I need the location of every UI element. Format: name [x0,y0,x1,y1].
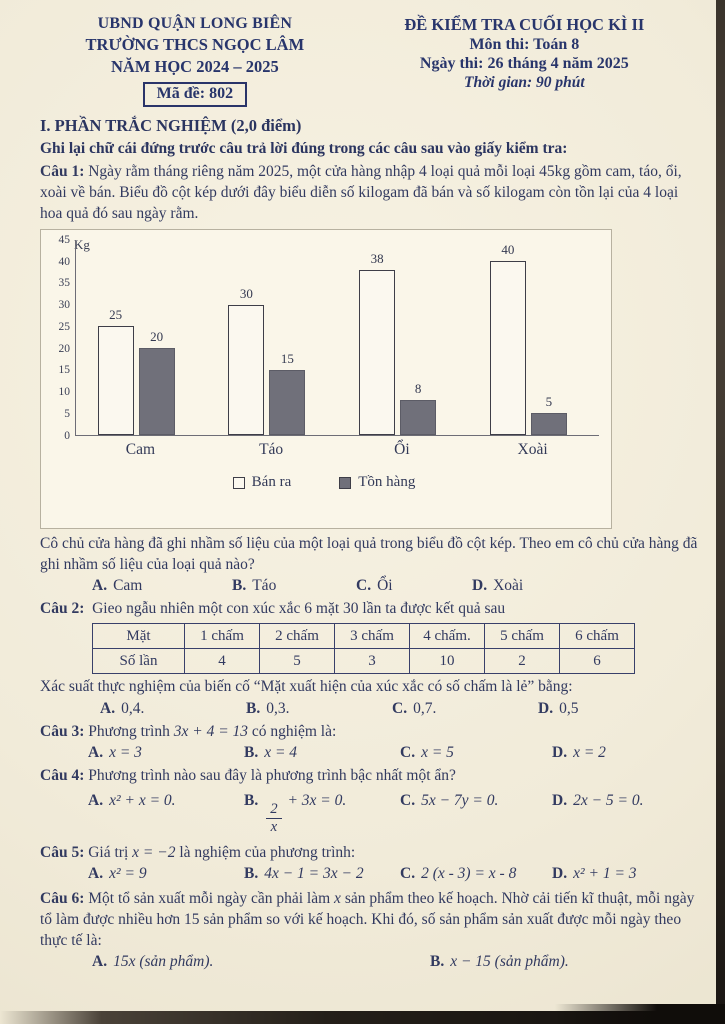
scan-edge-corner [555,1004,725,1024]
q1-option-c [356,577,472,595]
scan-edge-right [716,0,725,1024]
option-text: Ổi [377,577,393,595]
option-text: Xoài [493,577,524,595]
option-text: x² = 9 [109,864,147,882]
fraction [266,802,281,836]
option-text: Táo [252,577,277,595]
question-1-after-chart: Cô chủ cửa hàng đã ghi nhầm số liệu của một loại quả trong biểu đồ cột kép. Theo em cô chủ cửa hàng đã ghi nhầm số liệu của loại quả nào? [40,535,698,574]
x-category-label: Táo [259,441,284,459]
option-letter: B. [244,743,259,761]
q5-option-c [400,865,552,883]
q1-option-a [92,577,232,595]
question-6-pre: Một tổ sản xuất mỗi ngày cần phải làm [88,889,335,907]
q6-option-a [92,953,430,971]
q4-option-a [88,792,244,836]
table-cell: 2 [485,649,560,674]
legend-swatch [233,477,245,489]
question-3-options [40,744,699,762]
bar-value-label: 15 [280,350,294,366]
question-2-label: Câu 2: [40,600,85,618]
exam-subject: Môn thi: Toán 8 [469,36,580,53]
table-cell: 4 chấm. [410,624,485,649]
y-tick-label: 10 [58,385,70,398]
question-5-post: là nghiệm của phương trình: [175,843,356,861]
option-letter: D. [552,743,568,761]
y-tick-label: 0 [64,429,70,442]
fraction-numerator: 2 [266,802,281,819]
option-letter: C. [400,791,416,809]
question-5-options [40,865,699,883]
option-letter: B. [232,577,247,595]
table-cell: 4 [185,649,260,674]
y-tick-label: 40 [58,255,70,268]
fraction-denominator: x [270,819,278,836]
school-year: NĂM HỌC 2024 – 2025 [110,57,279,76]
exam-date: Ngày thi: 26 tháng 4 năm 2025 [419,55,629,72]
option-text: 5x − 7y = 0. [421,791,499,809]
q2-option-d [538,700,699,718]
bar-value-label: 38 [370,250,384,266]
question-5-pre: Giá trị [88,843,133,861]
exam-header [40,15,699,107]
question-2-after-table: Xác suất thực nghiệm của biến cố “Mặt xuất hiện của xúc xắc có số chấm là lẻ” bằng: [40,678,573,696]
option-letter: A. [88,864,104,882]
chart-plot-area [75,240,599,436]
question-4-text [40,765,699,786]
option-letter: C. [356,577,372,595]
q1-option-d [472,577,699,595]
row-header-cell: Số lần [93,649,185,674]
option-letter: D. [472,577,488,595]
option-letter: A. [88,743,104,761]
bar-value-label: 30 [239,285,253,301]
q2-option-a [100,700,246,718]
question-6-math: x [334,889,341,907]
bar-sold [490,261,526,435]
option-text: 15x (sản phẩm). [113,953,214,971]
option-text: Cam [113,577,143,595]
table-row [93,624,635,649]
section-title: I. PHẦN TRẮC NGHIỆM (2,0 điểm) [40,116,302,135]
y-tick-label: 15 [58,364,70,377]
option-letter: C. [392,699,408,717]
question-5-math: x = −2 [132,843,176,861]
option-letter: D. [552,864,568,882]
table-cell: 3 chấm [335,624,410,649]
bar-value-label: 25 [109,307,123,323]
school-name: TRƯỜNG THCS NGỌC LÂM [85,35,305,54]
bar-stock [139,348,175,435]
option-letter: A. [92,577,108,595]
legend-swatch [339,477,351,489]
question-5-label: Câu 5: [40,843,85,861]
q5-option-a [88,865,244,883]
bar-value-label: 20 [150,329,164,345]
row-header-cell: Mặt [93,624,185,649]
option-text: 4x − 1 = 3x − 2 [264,864,364,882]
option-text: x − 15 (sản phẩm). [450,953,569,971]
question-1-text [40,161,699,224]
exam-code-box: Mã đề: 802 [143,82,247,107]
question-4-label: Câu 4: [40,766,85,784]
table-cell: 6 [560,649,635,674]
option-text: 0,3. [266,699,290,717]
bar-stock [269,370,305,435]
q2-option-c [392,700,538,718]
section-instruction: Ghi lại chữ cái đứng trước câu trả lời đúng trong các câu sau vào giấy kiểm tra: [40,140,568,157]
option-text: 0,5 [559,699,579,717]
exam-duration: Thời gian: 90 phút [463,74,585,91]
question-1-label: Câu 1: [40,163,85,180]
option-letter: B. [244,864,259,882]
district-name: UBND QUẬN LONG BIÊN [97,15,293,32]
bar-value-label: 5 [545,394,553,410]
q5-option-d [552,865,699,883]
option-letter: B. [246,699,261,717]
question-5-text [40,842,699,863]
question-6-text [40,888,699,951]
question-6-post: sản phẩm theo kế hoạch. Nhờ cải tiến kĩ thuật, mỗi ngày tổ làm được nhiều hơn 15 sản phẩm so với kế hoạch. Khi đó, số sản phẩm sản xuất được mỗi ngày theo thực tế là: [40,889,695,949]
q6-option-b [430,953,699,971]
question-2-text [40,598,699,619]
option-text: x = 2 [573,743,606,761]
y-tick-label: 20 [58,342,70,355]
chart-unit-label: Kg [74,237,90,253]
table-cell: 5 [260,649,335,674]
y-tick-label: 5 [64,407,70,420]
question-1-body: Ngày rằm tháng riêng năm 2025, một cửa hàng nhập 4 loại quả mỗi loại 45kg gồm cam, táo, ổi, xoài về bán. Biểu đồ cột kép dưới đây biểu diễn số kilogam đã bán và số kilogam còn tồn lại của 4 loại hoa quả đó sau ngày rằm. [40,163,682,223]
question-3-post: có nghiệm là: [248,722,337,740]
option-letter: B. [244,791,259,809]
table-cell: 5 chấm [485,624,560,649]
question-6-options [40,953,699,971]
q4-option-c [400,792,552,836]
option-text: x = 5 [421,743,454,761]
question-4-body: Phương trình nào sau đây là phương trình bậc nhất một ẩn? [88,766,456,784]
option-letter: B. [430,953,445,971]
chart-y-axis [49,233,75,442]
q5-option-b [244,865,400,883]
option-letter: A. [100,699,116,717]
exam-title: ĐỀ KIỂM TRA CUỐI HỌC KÌ II [404,15,645,34]
legend-label: Bán ra [251,474,292,491]
chart-plot-row [49,233,599,442]
question-1-options [40,577,699,595]
question-3-label: Câu 3: [40,722,85,740]
bar-sold [98,326,134,435]
bar-chart [40,229,612,529]
bar-sold [228,305,264,436]
option-text: 0,7. [413,699,437,717]
table-cell: 3 [335,649,410,674]
q4-option-d [552,792,699,836]
option-text: + 3x = 0. [287,791,347,809]
bar-sold [359,270,395,436]
x-category-label: Cam [125,441,156,459]
legend-item [233,474,292,491]
option-text: x² + x = 0. [109,791,176,809]
bar-stock [531,413,567,435]
option-letter: C. [400,864,416,882]
question-3-math: 3x + 4 = 13 [173,722,249,740]
chart-x-axis-labels [75,436,599,460]
question-3-text [40,721,699,742]
table-cell: 10 [410,649,485,674]
x-category-label: Xoài [517,441,548,459]
option-letter: D. [552,791,568,809]
q1-option-b [232,577,356,595]
option-letter: C. [400,743,416,761]
option-letter: D. [538,699,554,717]
option-text: 0,4. [121,699,145,717]
question-6-label: Câu 6: [40,889,85,907]
option-text: x = 3 [109,743,142,761]
table-cell: 2 chấm [260,624,335,649]
option-text: x = 4 [264,743,298,761]
bar-value-label: 40 [501,242,515,258]
exam-info-block [350,15,699,107]
table-cell: 6 chấm [560,624,635,649]
q3-option-b [244,744,400,762]
dice-table [92,623,635,674]
q3-option-a [88,744,244,762]
x-category-label: Ổi [394,441,410,459]
q4-option-b [244,792,400,836]
option-letter: A. [92,953,108,971]
legend-label: Tồn hàng [358,474,416,491]
table-cell: 1 chấm [185,624,260,649]
y-tick-label: 45 [58,233,70,246]
question-2-options [40,700,699,718]
bar-stock [400,400,436,435]
bar-value-label: 8 [414,381,422,397]
question-3-pre: Phương trình [88,722,174,740]
chart-legend [49,474,599,491]
question-4-options [40,792,699,836]
table-row [93,649,635,674]
school-block [40,15,350,107]
q2-option-b [246,700,392,718]
y-tick-label: 35 [58,277,70,290]
y-tick-label: 30 [58,298,70,311]
option-text: 2x − 5 = 0. [573,791,644,809]
y-tick-label: 25 [58,320,70,333]
q3-option-d [552,744,699,762]
option-text: x² + 1 = 3 [573,864,637,882]
q3-option-c [400,744,552,762]
option-letter: A. [88,791,104,809]
legend-item [339,474,415,491]
question-2-body: Gieo ngẫu nhiên một con xúc xắc 6 mặt 30 lần ta được kết quả sau [92,600,506,618]
option-text: 2 (x - 3) = x - 8 [421,864,517,882]
